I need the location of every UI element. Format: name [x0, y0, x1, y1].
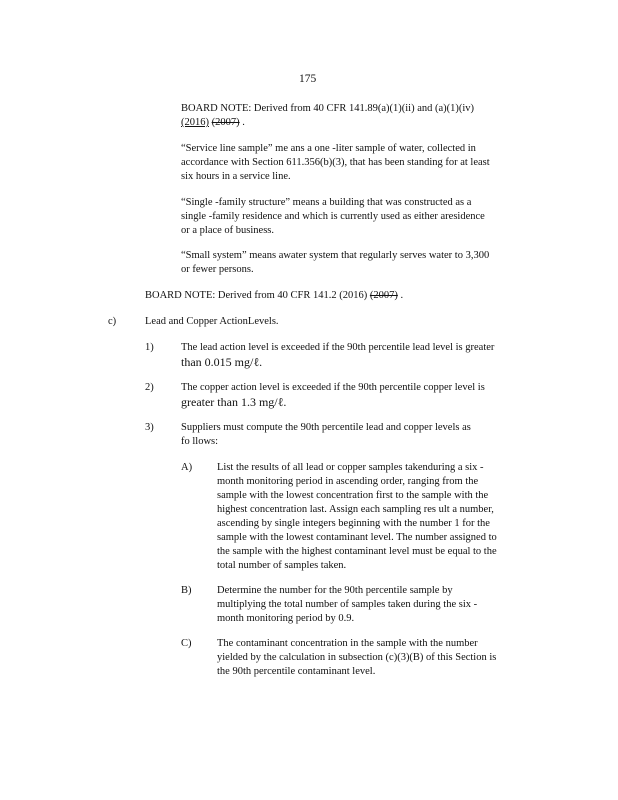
item-label: 2): [145, 382, 154, 393]
item-label: 1): [145, 342, 154, 353]
section-label: c): [108, 316, 117, 327]
board-note-line: (2016) (2007) .: [181, 117, 245, 128]
item-copper-action-level: The copper action level is exceeded if the 90th percentile copper level is greater than 1.3 mg/ℓ.: [181, 382, 485, 409]
item-lead-action-level: The lead action level is exceeded if the 90th percentile lead level is greater than 0.015 mg/ℓ.: [181, 342, 495, 369]
page-number: 175: [299, 73, 317, 85]
subitem-list-results: List the results of all lead or copper samples takenduring a six - month monitoring period in ascending order, ranging from the sample with the lowest concentration first to the sample with the highest concentration last. Assign each sampling res ult a number, ascending by single integers beginning with the number 1 for the sample with the lowest contaminant level. The number assigned to the sample with the highest contaminant level must be equal to the total number of samples taken.: [217, 462, 497, 571]
subitem-label: C): [181, 638, 192, 649]
subitem-determine-number: Determine the number for the 90th percentile sample by multiplying the total number of samples taken during the six - month monitoring period by 0.9.: [217, 585, 478, 624]
subitem-label: A): [181, 462, 193, 473]
board-note-141-2: BOARD NOTE: Derived from 40 CFR 141.2 (2016) (2007) .: [145, 290, 404, 301]
board-note-line: BOARD NOTE: Derived from 40 CFR 141.89(a)(1)(ii) and (a)(1)(iv): [181, 103, 475, 114]
year-new: (2016): [181, 117, 209, 128]
definition-single-family-structure: “Single -family structure” means a building that was constructed as a single -family residence and which is currently used as either aresidence or a place of business.: [181, 197, 485, 236]
item-label: 3): [145, 422, 154, 433]
subitem-contaminant-concentration: The contaminant concentration in the sample with the number yielded by the calculation in subsection (c)(3)(B) of this Section is the 90th percentile contaminant level.: [217, 638, 497, 677]
definition-small-system: “Small system” means awater system that regularly serves water to 3,300 or fewer persons.: [181, 250, 490, 275]
section-title: Lead and Copper ActionLevels.: [145, 316, 279, 327]
item-suppliers-compute: Suppliers must compute the 90th percentile lead and copper levels as fo llows:: [181, 422, 471, 447]
definition-service-line-sample: “Service line sample” me ans a one -liter sample of water, collected in accordance with Section 611.356(b)(3), that has been standing for at least six hours in a service line.: [181, 143, 490, 182]
year-old-struck: (2007): [369, 290, 398, 301]
year-old-struck: (2007): [211, 117, 240, 128]
board-note-141-89: [181, 102, 474, 130]
subitem-label: B): [181, 585, 192, 596]
